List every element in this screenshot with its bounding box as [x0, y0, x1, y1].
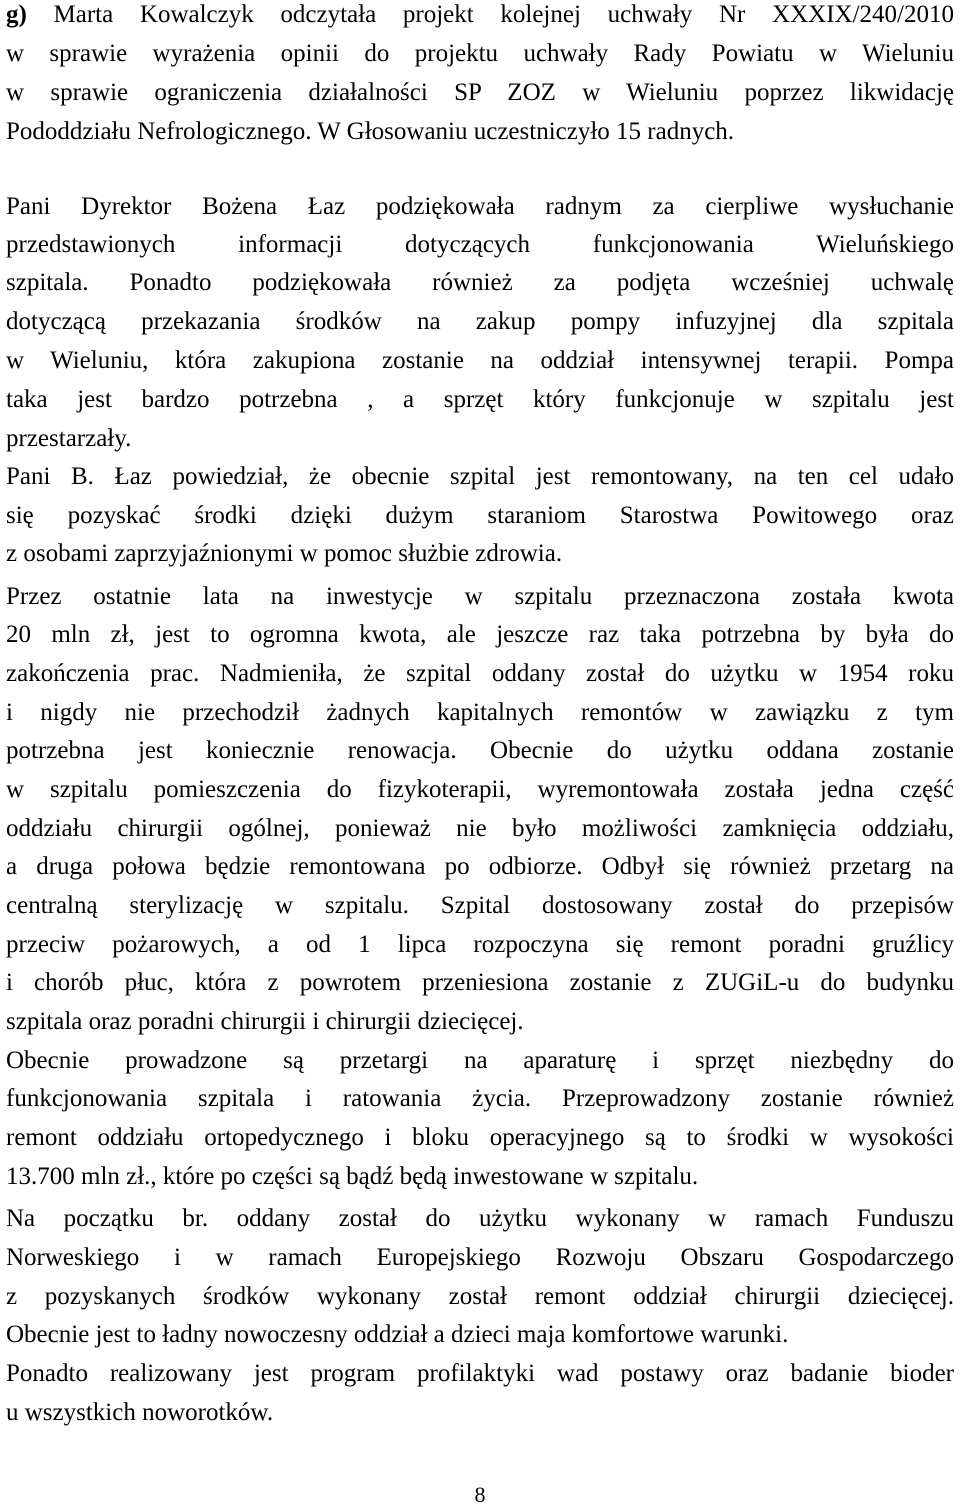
line-text: Ponadto realizowany jest program profilaktyki wad postawy oraz badanie bioder [6, 1360, 954, 1387]
text-line [6, 497, 954, 535]
text-line [6, 1119, 954, 1157]
line-text: i chorób płuc, która z powrotem przeniesiona zostanie z ZUGiL-u do budynku [6, 969, 954, 996]
text-line [6, 1080, 954, 1118]
line-text: a druga połowa będzie remontowana po odbiorze. Odbył się również przetarg na [6, 853, 954, 880]
line-text: przeciw pożarowych, a od 1 lipca rozpoczyna się remont poradni gruźlicy [6, 931, 954, 958]
line-text: 20 mln zł, jest to ogromna kwota, ale jeszcze raz taka potrzebna by była do [6, 621, 954, 648]
text-line [6, 35, 954, 73]
text-line [6, 848, 954, 886]
text-line [6, 887, 954, 925]
line-text: centralną sterylizację w szpitalu. Szpital dostosowany został do przepisów [6, 892, 954, 919]
text-line [6, 1355, 954, 1393]
text-line [6, 771, 954, 809]
text-line [6, 1200, 954, 1238]
text-line [6, 578, 954, 616]
text-line [6, 926, 954, 964]
line-text: szpitala oraz poradni chirurgii i chirurgii dziecięcej. [6, 1008, 524, 1035]
text-line [6, 1239, 954, 1277]
text-line [6, 420, 954, 458]
line-text: Na początku br. oddany został do użytku wykonany w ramach Funduszu [6, 1205, 954, 1232]
line-text: Pani Dyrektor Bożena Łaz podziękowała radnym za cierpliwe wysłuchanie [6, 193, 954, 220]
line-text: w sprawie ograniczenia działalności SP ZOZ w Wieluniu poprzez likwidację [6, 79, 954, 106]
text-line [6, 1158, 954, 1196]
line-text: u wszystkich noworotków. [6, 1399, 274, 1426]
line-text: remont oddziału ortopedycznego i bloku operacyjnego są to środki w wysokości [6, 1124, 954, 1151]
line-text: dotyczącą przekazania środków na zakup pompy infuzyjnej dla szpitala [6, 308, 954, 335]
line-text: potrzebna jest koniecznie renowacja. Obecnie do użytku oddana zostanie [6, 737, 954, 764]
text-line [6, 616, 954, 654]
line-text: Pani B. Łaz powiedział, że obecnie szpital jest remontowany, na ten cel udało [6, 463, 954, 490]
line-text: z pozyskanych środków wykonany został remont oddział chirurgii dziecięcej. [6, 1283, 954, 1310]
text-line [6, 226, 954, 264]
text-line [6, 535, 954, 573]
line-text: taka jest bardzo potrzebna , a sprzęt który funkcjonuje w szpitalu jest [6, 386, 954, 413]
line-text: Obecnie jest to ładny nowoczesny oddział a dzieci maja komfortowe warunki. [6, 1321, 789, 1348]
line-text: Przez ostatnie lata na inwestycje w szpitalu przeznaczona została kwota [6, 583, 954, 610]
text-line [6, 188, 954, 226]
text-line [6, 655, 954, 693]
text-line [6, 113, 954, 151]
text-line [6, 1042, 954, 1080]
text-line [6, 1003, 954, 1041]
line-text: oddziału chirurgii ogólnej, ponieważ nie było możliwości zamknięcia oddziału, [6, 815, 954, 842]
line-text: z osobami zaprzyjaźnionymi w pomoc służbie zdrowia. [6, 540, 563, 567]
line-text: Norweskiego i w ramach Europejskiego Rozwoju Obszaru Gospodarczego [6, 1244, 954, 1271]
text-line [6, 74, 954, 112]
page-number: 8 [474, 1482, 486, 1507]
line-text: Marta Kowalczyk odczytała projekt kolejnej uchwały Nr XXXIX/240/2010 [26, 1, 954, 28]
text-line [6, 732, 954, 770]
text-line [6, 458, 954, 496]
line-text: w szpitalu pomieszczenia do fizykoterapii, wyremontowała została jedna część [6, 776, 954, 803]
text-line [6, 264, 954, 302]
line-text: Obecnie prowadzone są przetargi na aparaturę i sprzęt niezbędny do [6, 1047, 954, 1074]
line-text: zakończenia prac. Nadmieniła, że szpital oddany został do użytku w 1954 roku [6, 660, 954, 687]
line-text: się pozyskać środki dzięki dużym staraniom Starostwa Powitowego oraz [6, 502, 954, 529]
item-label: g) [6, 1, 27, 28]
text-line [6, 342, 954, 380]
line-text: w Wieluniu, która zakupiona zostanie na oddział intensywnej terapii. Pompa [6, 347, 954, 374]
text-line [6, 694, 954, 732]
line-text: i nigdy nie przechodził żadnych kapitalnych remontów w zawiązku z tym [6, 699, 954, 726]
line-text: 13.700 mln zł., które po części są bądź będą inwestowane w szpitalu. [6, 1163, 699, 1190]
text-line [6, 381, 954, 419]
text-line [6, 810, 954, 848]
line-text: Pododdziału Nefrologicznego. W Głosowaniu uczestniczyło 15 radnych. [6, 118, 735, 145]
line-text: przestarzały. [6, 425, 132, 452]
line-text: w sprawie wyrażenia opinii do projektu uchwały Rady Powiatu w Wieluniu [6, 40, 954, 67]
text-line [6, 1316, 954, 1354]
line-text: szpitala. Ponadto podziękowała również za podjęta wcześniej uchwalę [6, 269, 954, 296]
text-line [6, 964, 954, 1002]
text-line [6, 303, 954, 341]
text-line [6, 0, 954, 34]
line-text: funkcjonowania szpitala i ratowania życia. Przeprowadzony zostanie również [6, 1085, 954, 1112]
line-text: przedstawionych informacji dotyczących funkcjonowania Wieluńskiego [6, 231, 954, 258]
text-line [6, 1394, 954, 1432]
text-line [6, 1278, 954, 1316]
